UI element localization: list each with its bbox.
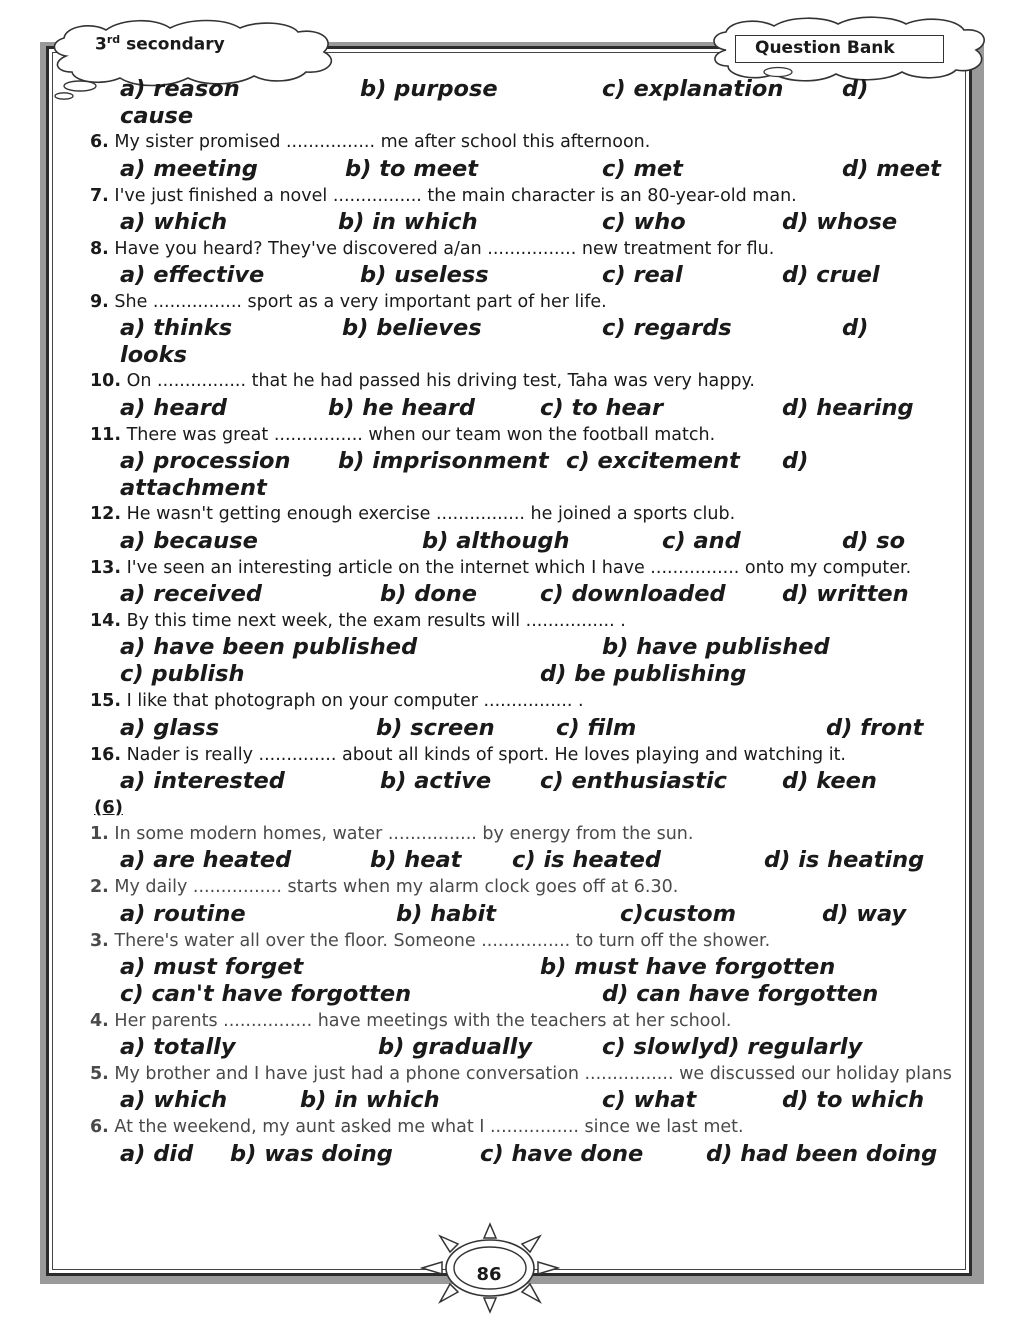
answer-option[interactable]: a) procession	[120, 448, 291, 474]
option-row	[90, 1087, 970, 1114]
header-bank-label: Question Bank	[755, 38, 895, 58]
question-text	[90, 1114, 970, 1141]
answer-option[interactable]: a) routine	[120, 900, 246, 927]
answer-option[interactable]: b) to meet	[345, 155, 478, 182]
option-row	[90, 315, 970, 342]
answer-option[interactable]: d) is heating	[764, 847, 925, 873]
question-number: 5.	[90, 1064, 109, 1084]
answer-option[interactable]: a) did	[120, 1140, 194, 1167]
question-number: 8.	[90, 238, 109, 259]
answer-option[interactable]: a) glass	[120, 714, 220, 741]
header-grade: 3rd secondary	[95, 33, 225, 55]
option-row	[90, 448, 970, 475]
question-text	[90, 183, 970, 209]
answer-option[interactable]: b) in which	[338, 208, 478, 235]
question-number: 9.	[90, 291, 109, 312]
answer-option[interactable]: c) slowlyd) regularly	[602, 1034, 863, 1060]
option-row	[90, 847, 970, 874]
question-number: 6.	[90, 1117, 109, 1137]
answer-option[interactable]: b) purpose	[360, 76, 498, 102]
answer-option[interactable]: d) to which	[782, 1087, 925, 1113]
answer-option-continued[interactable]: attachment	[120, 475, 267, 501]
question-body: He wasn't getting enough exercise ................ he joined a sports club.	[126, 504, 736, 524]
answer-option[interactable]: d) meet	[842, 155, 941, 182]
question-text	[90, 821, 970, 848]
answer-option[interactable]: a) effective	[120, 261, 265, 288]
answer-option[interactable]: c) met	[602, 155, 683, 182]
answer-option[interactable]: d) so	[842, 527, 906, 554]
question-number: 15.	[90, 691, 122, 711]
answer-option[interactable]: d) way	[822, 900, 907, 927]
answer-option[interactable]: a) have been published	[120, 634, 418, 660]
question-number: 10.	[90, 371, 122, 391]
answer-option[interactable]: a) thinks	[120, 315, 233, 341]
answer-option[interactable]: a) which	[120, 1087, 228, 1113]
answer-option[interactable]: d) can have forgotten	[602, 980, 879, 1007]
question-text	[90, 742, 970, 768]
answer-option[interactable]: c) can't have forgotten	[120, 980, 412, 1007]
question-number: 2.	[90, 877, 109, 897]
question-number: 12.	[90, 504, 122, 524]
answer-option[interactable]: c) explanation	[602, 76, 784, 102]
answer-option[interactable]: d) hearing	[782, 394, 914, 421]
question-body: On ................ that he had passed his driving test, Taha was very happy.	[126, 371, 755, 391]
answer-option[interactable]: c)custom	[620, 900, 737, 927]
question-body: By this time next week, the exam results will ................ .	[126, 610, 626, 631]
answer-option[interactable]: b) screen	[376, 714, 495, 741]
option-row	[90, 901, 970, 928]
option-row	[90, 768, 970, 795]
answer-option[interactable]: c) excitement	[566, 448, 740, 474]
question-text	[90, 1008, 970, 1035]
answer-option[interactable]: a) reason	[120, 76, 240, 102]
question-body: I've just finished a novel ................ the main character is an 80-year-old man.	[114, 185, 797, 206]
answer-option[interactable]: a) interested	[120, 767, 285, 794]
answer-option[interactable]: c) who	[602, 208, 686, 235]
answer-option[interactable]: c) and	[662, 527, 741, 554]
answer-option[interactable]: b) imprisonment	[338, 448, 549, 474]
answer-option-continued[interactable]: looks	[120, 342, 187, 368]
answer-option[interactable]: d) had been doing	[706, 1140, 938, 1167]
answer-option[interactable]: c) film	[556, 714, 637, 741]
answer-option[interactable]: b) done	[380, 580, 478, 607]
answer-option[interactable]: d) written	[782, 580, 909, 607]
question-text	[90, 555, 970, 581]
answer-option[interactable]: b) have published	[602, 634, 830, 660]
option-row	[90, 528, 970, 555]
answer-option[interactable]: c) real	[602, 261, 683, 288]
question-body: Nader is really .............. about all kinds of sport. He loves playing and watching it.	[126, 744, 846, 765]
answer-option[interactable]: b) active	[380, 767, 492, 794]
question-body: She ................ sport as a very important part of her life.	[114, 291, 607, 312]
option-row	[90, 395, 970, 422]
answer-option[interactable]: d) front	[826, 714, 924, 741]
answer-option[interactable]: b) although	[422, 527, 570, 554]
answer-option[interactable]: a) heard	[120, 394, 227, 421]
question-body: My brother and I have just had a phone conversation ................ we discussed our holiday plans	[114, 1064, 952, 1084]
answer-option[interactable]: a) which	[120, 208, 228, 235]
question-body: In some modern homes, water ................ by energy from the sun.	[114, 823, 694, 844]
question-number: 13.	[90, 557, 122, 578]
question-body: I've seen an interesting article on the internet which I have ................ onto my computer.	[126, 557, 912, 578]
answer-option[interactable]: d) whose	[782, 208, 898, 235]
option-row	[90, 262, 970, 289]
answer-option[interactable]: b) believes	[342, 315, 482, 341]
answer-option-continued[interactable]: cause	[120, 103, 194, 129]
answer-option[interactable]: d)	[782, 448, 809, 474]
option-row	[90, 1141, 970, 1168]
answer-option[interactable]: b) was doing	[230, 1140, 393, 1167]
option-row	[90, 981, 970, 1008]
option-row	[90, 76, 970, 103]
answer-option[interactable]: b) in which	[300, 1087, 440, 1113]
question-text	[90, 129, 970, 156]
question-number: 7.	[90, 185, 109, 206]
answer-option[interactable]: b) gradually	[378, 1034, 533, 1060]
question-number: 6.	[90, 132, 109, 152]
answer-option[interactable]: a) meeting	[120, 155, 258, 182]
answer-option[interactable]: a) totally	[120, 1034, 236, 1060]
question-text	[90, 501, 970, 528]
question-body: There's water all over the floor. Someone ................ to turn off the shower.	[114, 930, 771, 951]
question-number: 3.	[90, 930, 109, 951]
question-body: I like that photograph on your computer ................ .	[126, 691, 584, 711]
answer-option[interactable]: c) is heated	[512, 847, 661, 873]
answer-option[interactable]: a) must forget	[120, 953, 304, 980]
question-body: At the weekend, my aunt asked me what I ................ since we last met.	[114, 1117, 744, 1137]
question-number: 4.	[90, 1010, 109, 1031]
answer-option[interactable]: c) publish	[120, 661, 245, 687]
answer-option[interactable]: a) are heated	[120, 847, 292, 873]
answer-option[interactable]: c) have done	[480, 1140, 644, 1167]
section-heading: (6)	[94, 796, 123, 818]
page-number: 86	[476, 1264, 502, 1285]
question-body: My sister promised ................ me after school this afternoon.	[114, 132, 651, 152]
option-row	[90, 954, 970, 981]
option-row	[90, 634, 970, 661]
question-text	[90, 874, 970, 901]
option-row	[90, 661, 970, 688]
question-text	[90, 236, 970, 262]
question-text	[90, 289, 970, 316]
question-text	[90, 608, 970, 635]
option-row	[90, 156, 970, 183]
answer-option[interactable]: b) he heard	[328, 394, 475, 421]
answer-option[interactable]: d) be publishing	[540, 661, 747, 687]
answer-option[interactable]: d) keen	[782, 767, 877, 794]
question-text	[90, 422, 970, 449]
question-text	[90, 1061, 970, 1087]
answer-option[interactable]: b) useless	[360, 261, 489, 288]
option-row	[90, 715, 970, 742]
answer-option[interactable]: c) regards	[602, 315, 732, 341]
question-body: There was great ................ when our team won the football match.	[126, 424, 716, 445]
answer-option[interactable]: c) what	[602, 1087, 697, 1113]
question-list	[90, 76, 970, 1168]
option-row	[90, 581, 970, 608]
answer-option[interactable]: b) habit	[396, 900, 496, 927]
question-number: 11.	[90, 424, 122, 445]
answer-option[interactable]: d)	[842, 315, 869, 341]
option-row	[90, 1034, 970, 1061]
answer-option[interactable]: d)	[842, 76, 869, 102]
answer-option[interactable]: d) cruel	[782, 261, 880, 288]
question-text	[90, 688, 970, 715]
answer-option[interactable]: b) heat	[370, 847, 462, 873]
question-text	[90, 368, 970, 395]
answer-option[interactable]: a) because	[120, 527, 258, 554]
question-text	[90, 928, 970, 954]
question-number: 16.	[90, 744, 122, 765]
option-row	[90, 209, 970, 236]
question-number: 1.	[90, 823, 109, 844]
answer-option[interactable]: a) received	[120, 580, 262, 607]
question-body: My daily ................ starts when my alarm clock goes off at 6.30.	[114, 877, 679, 897]
question-body: Have you heard? They've discovered a/an ................ new treatment for flu.	[114, 238, 775, 259]
answer-option[interactable]: b) must have forgotten	[540, 953, 836, 980]
answer-option[interactable]: c) enthusiastic	[540, 767, 728, 794]
answer-option[interactable]: c) downloaded	[540, 580, 726, 607]
question-body: Her parents ................ have meetings with the teachers at her school.	[114, 1010, 732, 1031]
question-number: 14.	[90, 610, 122, 631]
answer-option[interactable]: c) to hear	[540, 394, 664, 421]
